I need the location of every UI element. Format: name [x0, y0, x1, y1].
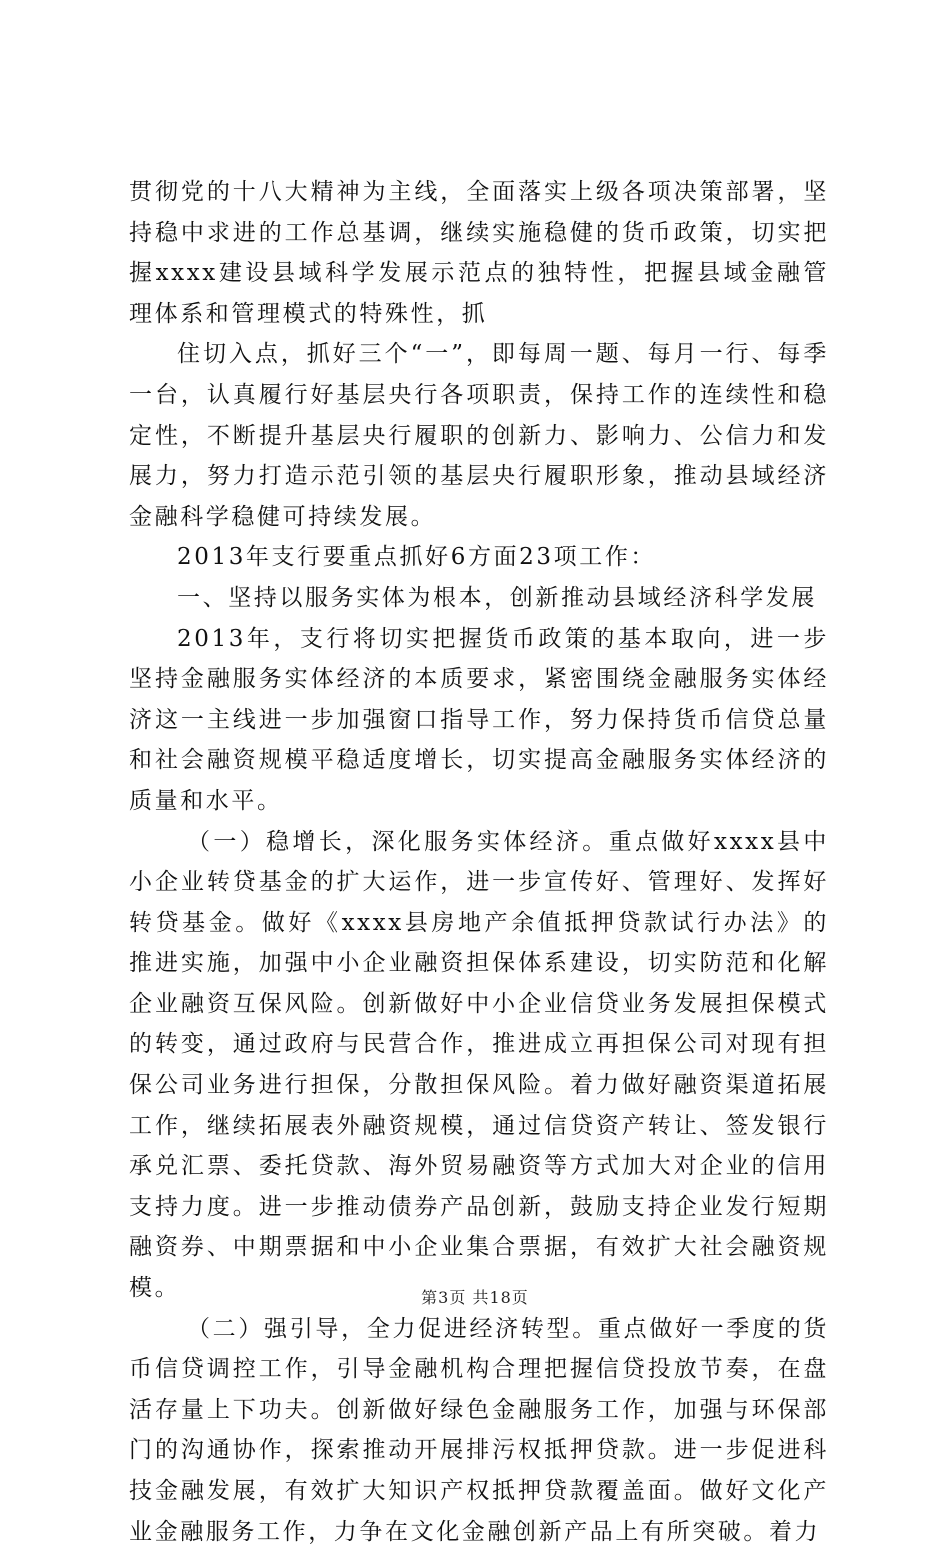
document-body — [129, 172, 829, 1552]
subsection-2: （二）强引导，全力促进经济转型。重点做好一季度的货币信贷调控工作，引导金融机构合理把握信贷投放节奏，在盘活存量上下功夫。创新做好绿色金融服务工作，加强与环保部门的沟通协作，探索推动开展排污权抵押贷款。进一步促进科技金融发展，有效扩大知识产权抵押贷款覆盖面。做好文化产业金融服务工作，力争在文化金融创新产品上有所突破。着力 — [129, 1315, 829, 1545]
subsection-1: （一）稳增长，深化服务实体经济。重点做好xxxx县中小企业转贷基金的扩大运作，进一步宣传好、管理好、发挥好转贷基金。做好《xxxx县房地产余值抵押贷款试行办法》的推进实施，加强中小企业融资担保体系建设，切实防范和化解企业融资互保风险。创新做好中小企业信贷业务发展担保模式的转变，通过政府与民营合作，推进成立再担保公司对现有担保公司业务进行担保，分散担保风险。着力做好融资渠道拓展工作，继续拓展表外融资规模，通过信贷资产转让、签发银行承兑汇票、委托贷款、海外贸易融资等方式加大对企业的信用支持力度。进一步推动债券产品创新，鼓励支持企业发行短期融资券、中期票据和中小企业集合票据，有效扩大社会融资规模。 — [129, 828, 829, 1302]
page-number-footer: 第3页 共18页 — [421, 1288, 529, 1307]
paragraph-3: 2013年支行要重点抓好6方面23项工作： — [177, 544, 657, 571]
paragraph-1: 贯彻党的十八大精神为主线，全面落实上级各项决策部署，坚持稳中求进的工作总基调，继续实施稳健的货币政策，切实把握xxxx建设县域科学发展示范点的独特性，把握县域金融管理体系和管理模式的特殊性，抓 — [129, 179, 829, 327]
paragraph-2: 住切入点，抓好三个“一”，即每周一题、每月一行、每季一台，认真履行好基层央行各项职责，保持工作的连续性和稳定性，不断提升基层央行履职的创新力、影响力、公信力和发展力，努力打造示范引领的基层央行履职形象，推动县域经济金融科学稳健可持续发展。 — [129, 341, 829, 530]
paragraph-5: 2013年，支行将切实把握货币政策的基本取向，进一步坚持金融服务实体经济的本质要求，紧密围绕金融服务实体经济这一主线进一步加强窗口指导工作，努力保持货币信贷总量和社会融资规模平稳适度增长，切实提高金融服务实体经济的质量和水平。 — [129, 625, 829, 814]
section-heading-1: 一、坚持以服务实体为根本，创新推动县域经济科学发展 — [177, 584, 817, 611]
